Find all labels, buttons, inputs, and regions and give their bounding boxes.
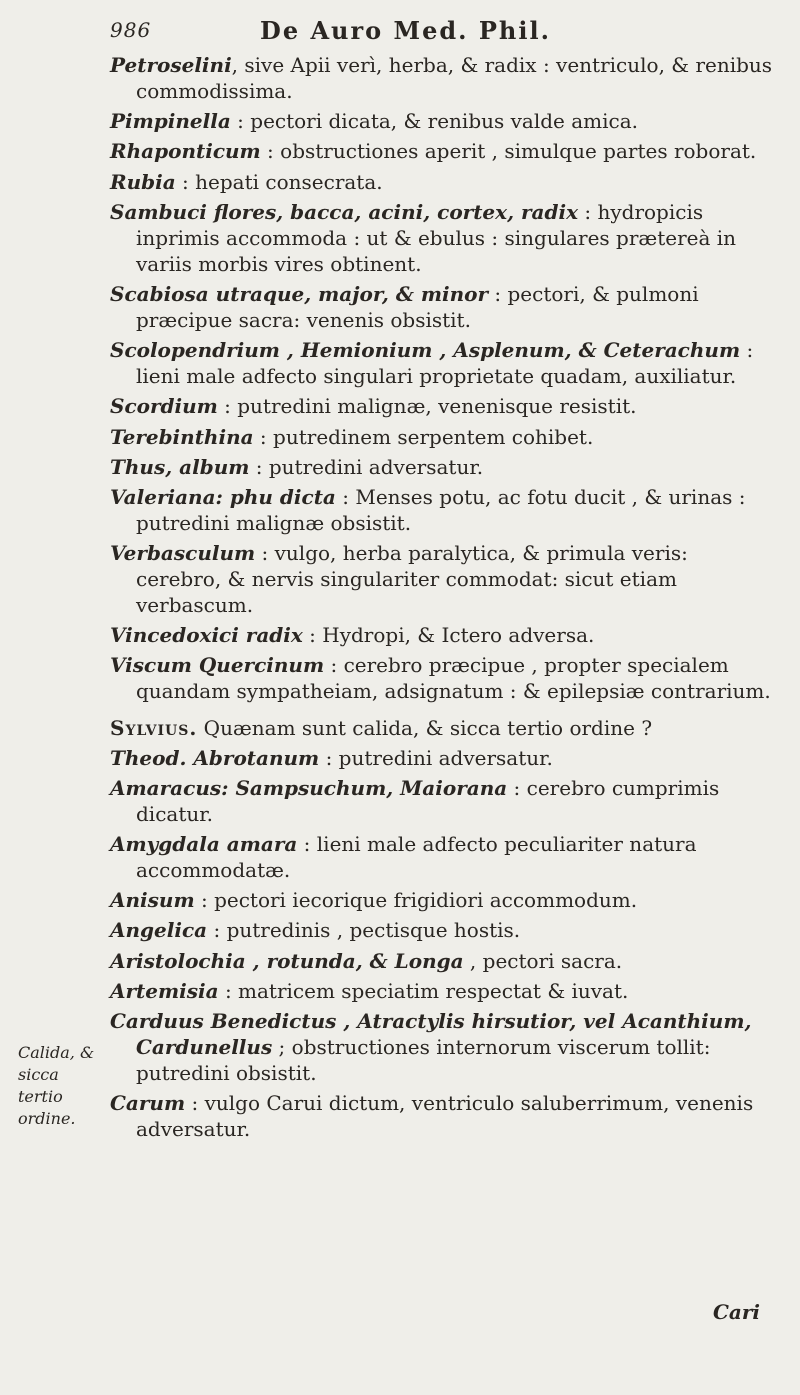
running-head xyxy=(110,14,760,48)
entry-item xyxy=(110,745,775,771)
entry-text: : Hydropi, & Ictero adversa. xyxy=(302,623,595,648)
entry-text: , sive Apii verì, herba, & radix : ventriculo, & renibus commodissima. xyxy=(136,53,773,103)
entry-text: : putredini adversatur. xyxy=(249,454,484,479)
entry-item xyxy=(110,484,775,536)
entry-term: Carduus Benedictus , Atractylis hirsutior, vel Acanthium, Cardunellus xyxy=(110,1008,752,1059)
margin-note: Calida, & sicca tertio ordine. xyxy=(18,1043,95,1128)
page-number: 986 xyxy=(110,18,152,42)
entry-term: Valeriana: phu dicta xyxy=(110,484,336,509)
text-block xyxy=(110,52,775,1146)
entry-item xyxy=(110,948,775,974)
entry-item xyxy=(110,337,775,389)
entry-text: : pectori, & pulmoni præcipue sacra: venenis obsistit. xyxy=(136,281,699,332)
entry-term: Scordium xyxy=(110,394,218,419)
entry-text: : putredinem serpentem cohibet. xyxy=(253,424,594,449)
entry-term: Anisum xyxy=(110,888,195,913)
entry-term: Viscum Quercinum xyxy=(110,653,325,678)
entry-item xyxy=(110,281,775,333)
entry-term: Pimpinella xyxy=(110,109,231,134)
entry-item xyxy=(110,424,775,450)
entry-term: Amygdala amara xyxy=(110,832,298,856)
entry-text: , pectori sacra. xyxy=(463,948,623,973)
entry-item xyxy=(110,393,775,419)
entry-text: : putredini malignæ, venenisque resistit. xyxy=(217,394,637,419)
entry-text: : Menses potu, ac fotu ducit , & urinas : putredini malignæ obsistit. xyxy=(136,484,746,535)
entry-text: : putredinis , pectisque hostis. xyxy=(207,918,521,943)
entry-term: Rhaponticum xyxy=(110,139,261,164)
entry-list-top xyxy=(110,52,775,704)
entry-term: Rubia xyxy=(110,169,176,194)
entry-term: Terebinthina xyxy=(110,424,254,449)
entry-text: : cerebro præcipue , propter specialem quandam sympatheiam, adsignatum : & epilepsiæ contrarium. xyxy=(136,653,771,704)
entry-item xyxy=(110,887,775,913)
entry-text: : hydropicis inprimis accommoda : ut & ebulus : singulares prætereà in variis morbis vires obtinent. xyxy=(136,199,737,276)
entry-term: Aristolochia , rotunda, & Longa xyxy=(110,948,464,973)
entry-term: Vincedoxici radix xyxy=(110,623,303,648)
page-title: De Auro Med. Phil. xyxy=(260,16,551,45)
entry-item xyxy=(110,454,775,480)
entry-term: Scolopendrium , Hemionium , Asplenum, & Ceterachum xyxy=(110,338,741,363)
entry-text: : vulgo, herba paralytica, & primula veris: cerebro, & nervis singulariter commodat: sicut etiam verbascum. xyxy=(136,541,688,618)
entry-list-bottom xyxy=(110,745,775,1143)
section-author: Sylvius. xyxy=(110,715,198,740)
entry-term: Petroselini xyxy=(110,53,232,77)
entry-term: Artemisia xyxy=(110,978,219,1003)
entry-text: : lieni male adfecto singulari proprietate quadam, auxiliatur. xyxy=(136,338,754,389)
entry-item xyxy=(110,917,775,943)
entry-item xyxy=(110,1090,775,1142)
entry-item xyxy=(110,138,775,164)
entry-term: Sambuci flores, bacca, acini, cortex, radix xyxy=(110,199,579,224)
catchword: Cari xyxy=(712,1300,760,1324)
entry-item xyxy=(110,1008,775,1086)
entry-item xyxy=(110,831,775,883)
entry-term: Scabiosa utraque, major, & minor xyxy=(110,281,489,306)
entry-text: : vulgo Carui dictum, ventriculo saluberrimum, venenis adversatur. xyxy=(136,1091,754,1142)
entry-term: Angelica xyxy=(110,918,208,943)
entry-term: Theod. Abrotanum xyxy=(110,745,320,770)
entry-text: : pectori dicata, & renibus valde amica. xyxy=(230,109,639,134)
entry-text: ; obstructiones internorum viscerum tollit: putredini obsistit. xyxy=(136,1034,711,1085)
entry-text: : matricem speciatim respectat & iuvat. xyxy=(218,978,629,1003)
entry-text: : putredini adversatur. xyxy=(319,745,553,770)
entry-term: Thus, album xyxy=(110,454,250,479)
entry-item xyxy=(110,52,775,104)
entry-item xyxy=(110,775,775,827)
entry-item xyxy=(110,540,775,618)
entry-item xyxy=(110,199,775,277)
entry-text: : lieni male adfecto peculiariter natura accommodatæ. xyxy=(136,832,697,882)
section-heading xyxy=(110,715,775,741)
entry-text: : hepati consecrata. xyxy=(175,169,383,194)
entry-item xyxy=(110,169,775,195)
entry-item xyxy=(110,622,775,648)
entry-text: : pectori iecorique frigidiori accommodum. xyxy=(194,888,638,913)
entry-item xyxy=(110,978,775,1004)
entry-item xyxy=(110,108,775,134)
entry-term: Carum xyxy=(110,1091,186,1116)
entry-text: : cerebro cumprimis dicatur. xyxy=(136,775,720,826)
entry-term: Amaracus: Sampsuchum, Maiorana xyxy=(110,775,508,800)
entry-item xyxy=(110,652,775,704)
section-question: Quænam sunt calida, & sicca tertio ordine ? xyxy=(197,715,653,740)
entry-text: : obstructiones aperit , simulque partes roborat. xyxy=(260,139,757,164)
entry-term: Verbasculum xyxy=(110,541,256,566)
